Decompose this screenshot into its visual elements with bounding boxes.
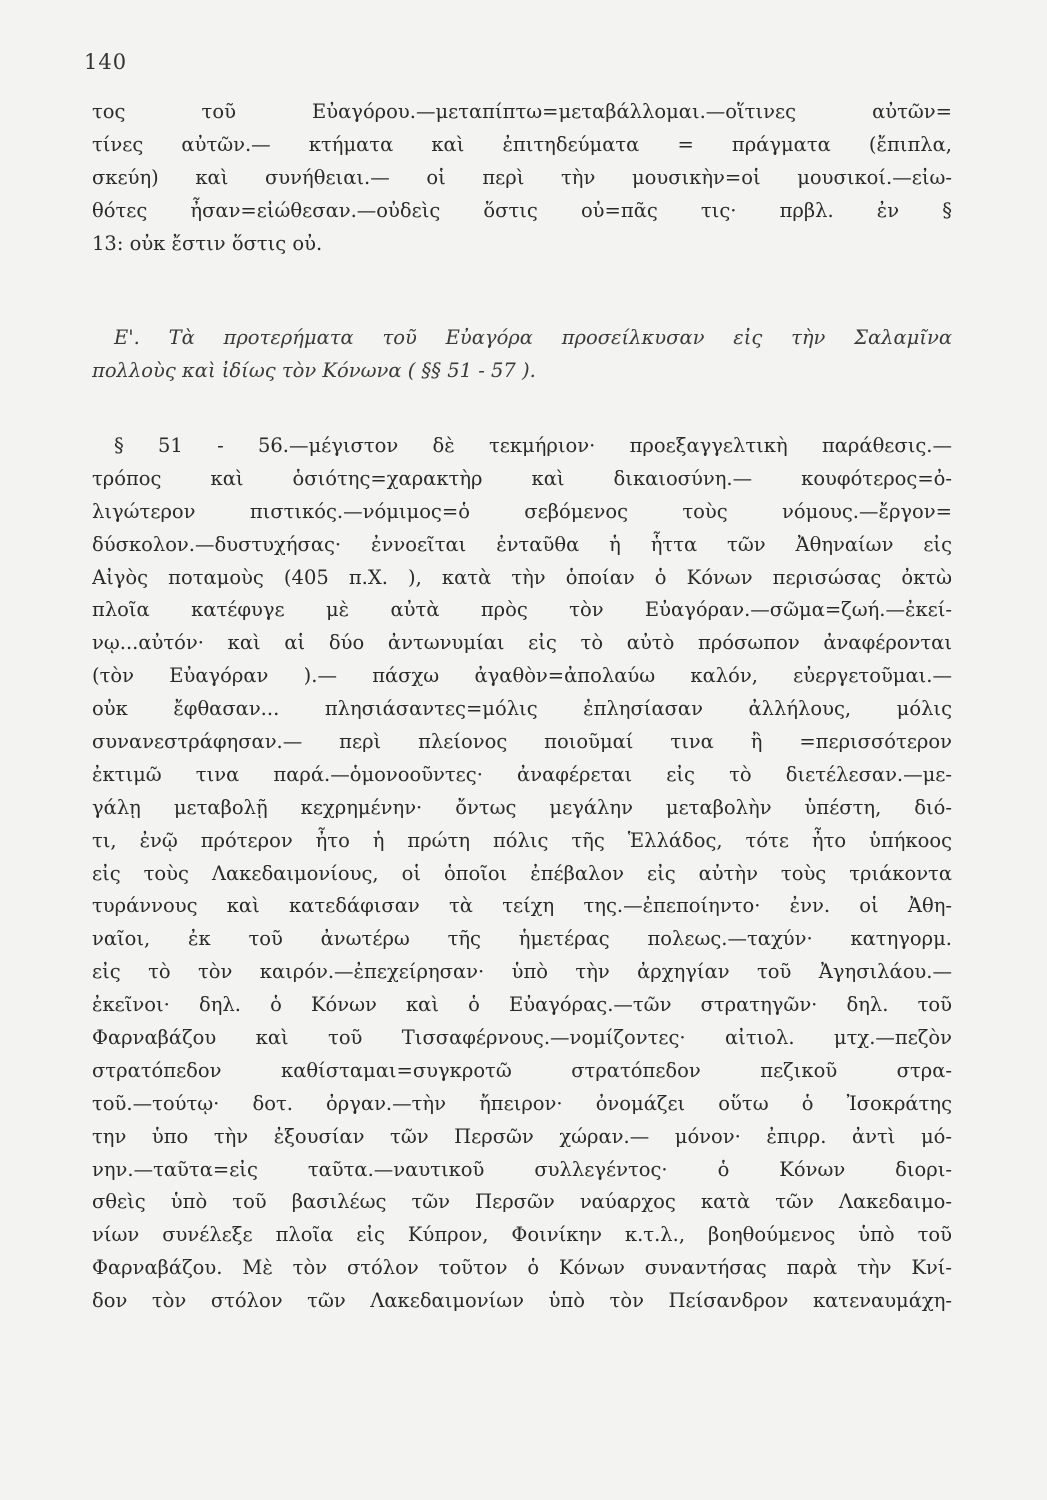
commentary-top [92, 96, 952, 260]
text-line: συνανεστράφησαν.— περὶ πλείονος ποιοῦμαί τινα ἢ =περισσότερον [92, 730, 952, 754]
text-line: σκεύη) καὶ συνήθειαι.— οἱ περὶ τὴν μουσικὴν=οἱ μουσικοί.—εἰω- [92, 165, 952, 189]
text-line: εἰς τὸ τὸν καιρόν.—ἐπεχείρησαν· ὑπὸ τὴν ἀρχηγίαν τοῦ Ἀγησιλάου.— [92, 960, 952, 984]
text-line: τυράννους καὶ κατεδάφισαν τὰ τείχη της.—ἐπεποίηντο· ἐνν. οἱ Ἀθη- [92, 894, 952, 918]
text-line: Φαρναβάζου καὶ τοῦ Τισσαφέρνους.—νομίζοντες· αἰτιολ. μτχ.—πεζὸν [92, 1026, 952, 1050]
text-line: στρατόπεδον καθίσταμαι=συγκροτῶ στρατόπεδον πεζικοῦ στρα- [92, 1058, 952, 1082]
text-line: οὐκ ἔφθασαν... πλησιάσαντες=μόλις ἐπλησίασαν ἀλλήλους, μόλις [92, 697, 952, 721]
text-line: εἰς τοὺς Λακεδαιμονίους, οἱ ὁποῖοι ἐπέβαλον εἰς αὐτὴν τοὺς τριάκοντα [92, 861, 952, 885]
text-line: δύσκολον.—δυστυχήσας· ἐννοεῖται ἐνταῦθα ἡ ἧττα τῶν Ἀθηναίων εἰς [92, 532, 952, 556]
text-line: ἐκτιμῶ τινα παρά.—ὁμονοοῦντες· ἀναφέρεται εἰς τὸ διετέλεσαν.—με- [92, 762, 952, 786]
text-line: λιγώτερον πιστικός.—νόμιμος=ὁ σεβόμενος τοὺς νόμους.—ἔργον= [92, 499, 952, 523]
text-line: § 51 - 56.—μέγιστον δὲ τεκμήριον· προεξαγγελτικὴ παράθεσις.— [114, 434, 952, 457]
section-heading [92, 322, 952, 388]
text-line: Αἰγὸς ποταμοὺς (405 π.Χ. ), κατὰ τὴν ὁποίαν ὁ Κόνων περισώσας ὀκτὼ [92, 565, 952, 589]
text-line: 13: οὐκ ἔστιν ὅστις οὐ. [92, 231, 323, 255]
text-line: ναῖοι, ἐκ τοῦ ἀνωτέρω τῆς ἡμετέρας πολεως.—ταχύν· κατηγορμ. [92, 927, 952, 951]
text-line: (τὸν Εὐαγόραν ).— πάσχω ἀγαθὸν=ἀπολαύω καλόν, εὐεργετοῦμαι.— [92, 664, 952, 688]
text-line: νίων συνέλεξε πλοῖα εἰς Κύπρον, Φοινίκην κ.τ.λ., βοηθούμενος ὑπὸ τοῦ [92, 1223, 952, 1247]
text-line: ἐκεῖνοι· δηλ. ὁ Κόνων καὶ ὁ Εὐαγόρας.—τῶν στρατηγῶν· δηλ. τοῦ [92, 993, 952, 1017]
text-line: την ὑπο τὴν ἐξουσίαν τῶν Περσῶν χώραν.— μόνον· ἐπιρρ. ἀντὶ μό- [92, 1124, 952, 1148]
text-line: θότες ἦσαν=εἰώθεσαν.—οὐδεὶς ὅστις οὐ=πᾶς τις· πρβλ. ἐν § [92, 198, 952, 222]
text-line: τίνες αὐτῶν.— κτήματα καὶ ἐπιτηδεύματα = πράγματα (ἔπιπλα, [92, 132, 952, 156]
text-line: τρόπος καὶ ὁσιότης=χαρακτὴρ καὶ δικαιοσύνη.— κουφότερος=ὀ- [92, 466, 952, 490]
text-line: νῳ...αὐτόν· καὶ αἱ δύο ἀντωνυμίαι εἰς τὸ αὐτὸ πρόσωπον ἀναφέρονται [92, 631, 952, 655]
commentary-main [92, 430, 952, 1318]
text-line: τος τοῦ Εὐαγόρου.—μεταπίπτω=μεταβάλλομαι.—οἵτινες αὐτῶν= [92, 100, 952, 123]
text-line: τοῦ.—τούτῳ· δοτ. ὀργαν.—τὴν ἤπειρον· ὀνομάζει οὕτω ὁ Ἰσοκράτης [92, 1091, 952, 1115]
text-line: γάλῃ μεταβολῇ κεχρημένην· ὄντως μεγάλην μεταβολὴν ὑπέστη, διό- [92, 795, 952, 819]
text-line: σθεὶς ὑπὸ τοῦ βασιλέως τῶν Περσῶν ναύαρχος κατὰ τῶν Λακεδαιμο- [92, 1190, 952, 1214]
text-line: Φαρναβάζου. Μὲ τὸν στόλον τοῦτον ὁ Κόνων συναντήσας παρὰ τὴν Κνί- [92, 1256, 952, 1280]
text-line: νην.—ταῦτα=εἰς ταῦτα.—ναυτικοῦ συλλεγέντος· ὁ Κόνων διορι- [92, 1157, 952, 1181]
heading-line: πολλοὺς καὶ ἰδίως τὸν Κόνωνα ( §§ 51 - 57 ). [92, 358, 536, 382]
text-line: πλοῖα κατέφυγε μὲ αὐτὰ πρὸς τὸν Εὐαγόραν.—σῶμα=ζωή.—ἐκεί- [92, 598, 952, 622]
page-number: 140 [84, 50, 128, 74]
text-line: δον τὸν στόλον τῶν Λακεδαιμονίων ὑπὸ τὸν Πείσανδρον κατεναυμάχη- [92, 1289, 952, 1313]
heading-line: Ε'. Τὰ προτερήματα τοῦ Εὐαγόρα προσείλκυσαν εἰς τὴν Σαλαμῖνα [114, 326, 952, 349]
text-line: τι, ἐνῷ πρότερον ἦτο ἡ πρώτη πόλις τῆς Ἑλλάδος, τότε ἦτο ὑπήκοος [92, 828, 952, 852]
